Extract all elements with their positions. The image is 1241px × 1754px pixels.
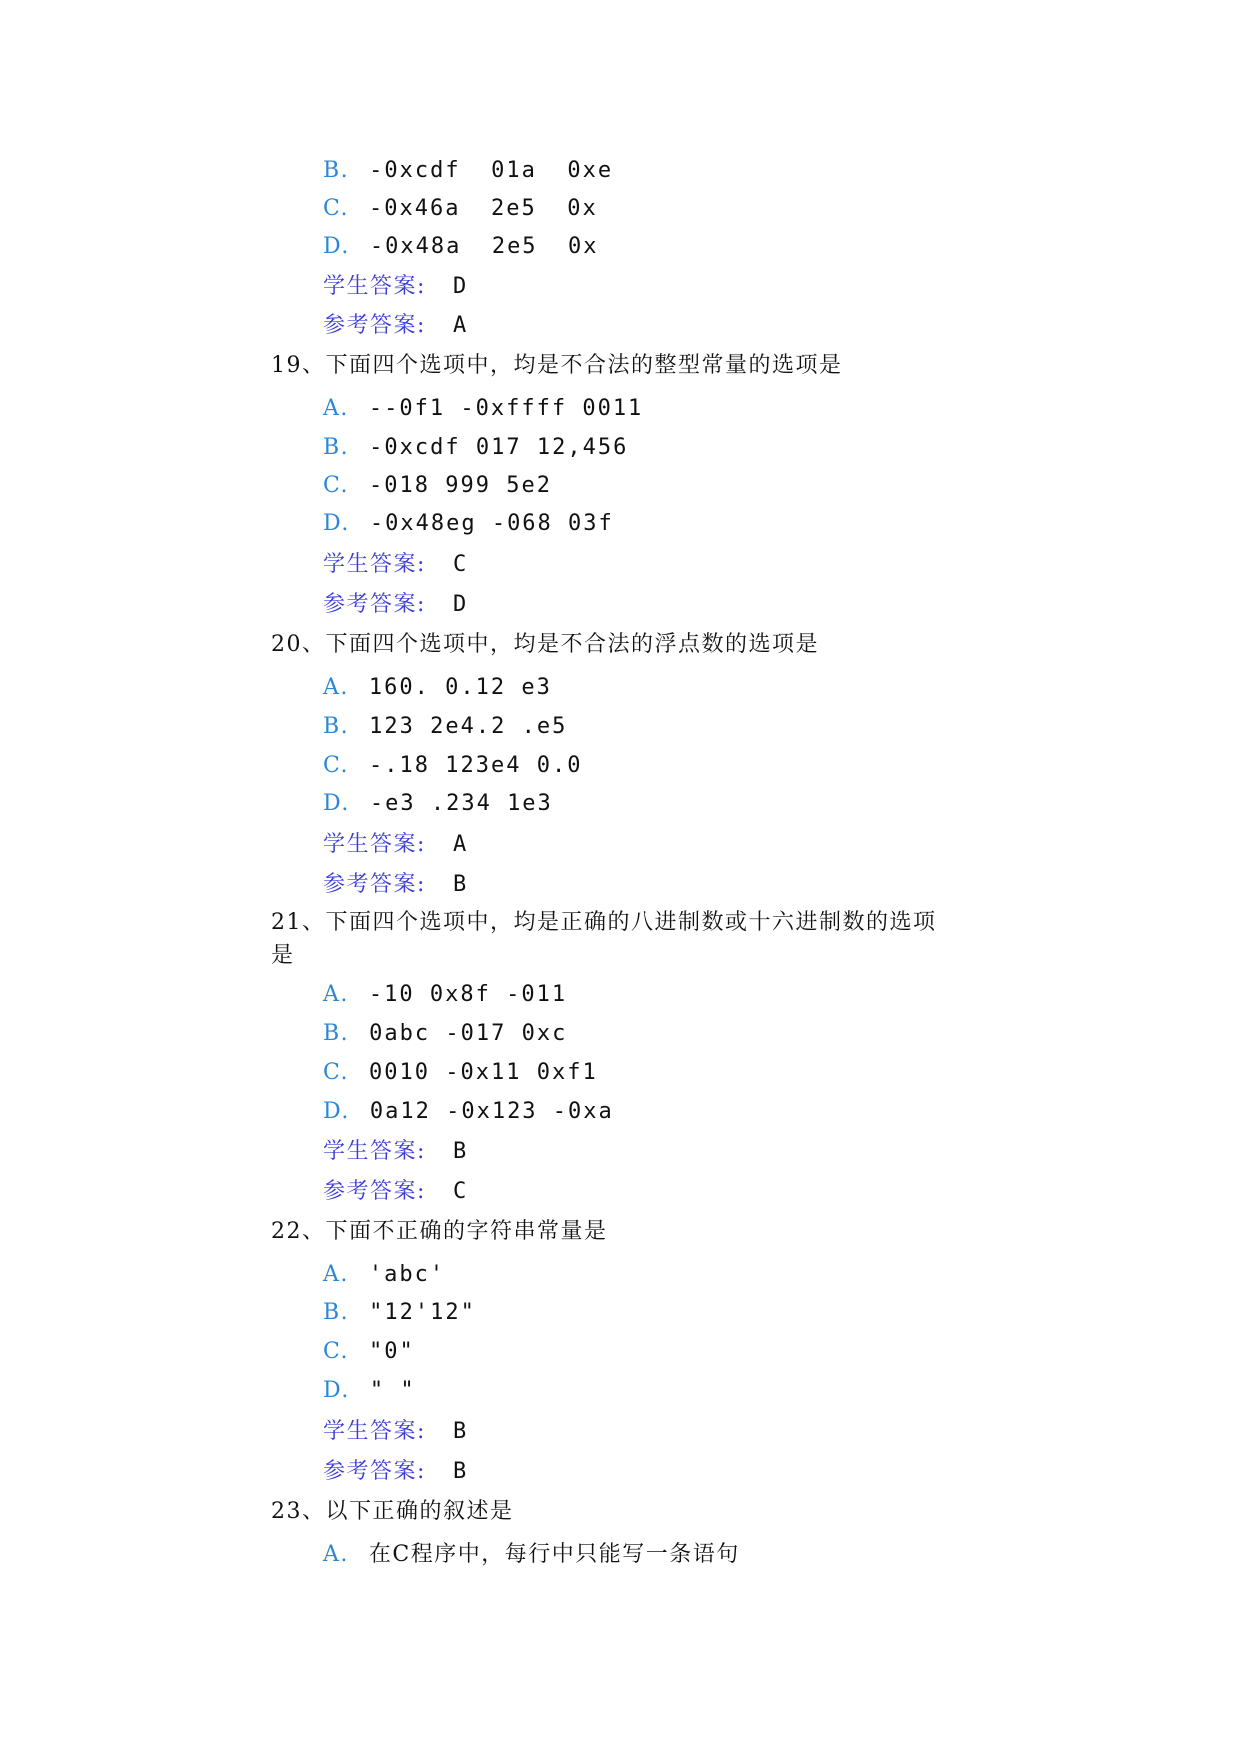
- option-q19-d: [323, 510, 614, 538]
- option-q22-d: [323, 1377, 416, 1405]
- question-23: [271, 1498, 514, 1526]
- option-q22-c: [323, 1338, 415, 1366]
- option-q21-b: [323, 1020, 567, 1048]
- option-text: 0abc -017 0xc: [369, 1021, 568, 1046]
- option-text: -0xcdf 017 12,456: [369, 435, 629, 460]
- option-letter: C.: [323, 1339, 350, 1364]
- student-answer-value: C: [453, 552, 469, 577]
- question-number: 19、: [271, 353, 326, 378]
- reference-answer-q18: [323, 312, 468, 340]
- option-q18-c: [323, 195, 598, 223]
- option-letter: C.: [323, 753, 350, 778]
- question-number: 21、: [271, 910, 326, 935]
- option-q18-d: [323, 233, 599, 261]
- question-21: [271, 909, 937, 937]
- reference-answer-label: 参考答案:: [323, 592, 426, 617]
- option-letter: A.: [323, 1262, 349, 1287]
- option-text: 在C程序中，每行中只能写一条语句: [368, 1542, 740, 1567]
- student-answer-q19: [323, 551, 468, 579]
- student-answer-label: 学生答案:: [323, 832, 426, 857]
- student-answer-value: A: [453, 832, 469, 857]
- student-answer-value: D: [453, 274, 469, 299]
- question-text: 下面四个选项中，均是不合法的整型常量的选项是: [325, 353, 843, 378]
- option-text: " ": [369, 1378, 416, 1403]
- student-answer-label: 学生答案:: [323, 274, 426, 299]
- reference-answer-label: 参考答案:: [323, 313, 426, 338]
- student-answer-label: 学生答案:: [323, 552, 426, 577]
- option-text: 160. 0.12 e3: [368, 675, 552, 700]
- reference-answer-q21: [323, 1178, 468, 1206]
- question-number: 20、: [271, 632, 326, 657]
- option-text: 123 2e4.2 .e5: [369, 714, 568, 739]
- option-letter: B.: [323, 1300, 350, 1325]
- question-text: 以下正确的叙述是: [325, 1499, 514, 1524]
- option-text: -e3 .234 1e3: [369, 791, 553, 816]
- option-letter: C.: [323, 196, 350, 221]
- option-letter: A.: [323, 1542, 349, 1567]
- option-letter: D.: [323, 791, 350, 816]
- option-letter: D.: [323, 234, 350, 259]
- option-text: 'abc': [368, 1262, 446, 1287]
- reference-answer-label: 参考答案:: [323, 872, 426, 897]
- reference-answer-value: C: [453, 1179, 469, 1204]
- option-text: "0": [369, 1339, 415, 1364]
- option-letter: C.: [323, 1060, 350, 1085]
- option-text: -0x48eg -068 03f: [369, 511, 614, 536]
- student-answer-q18: [323, 273, 468, 301]
- student-answer-label: 学生答案:: [323, 1419, 426, 1444]
- option-text: -0xcdf 01a 0xe: [369, 158, 614, 183]
- reference-answer-value: B: [453, 872, 469, 897]
- reference-answer-value: B: [453, 1459, 469, 1484]
- option-text: -018 999 5e2: [369, 473, 552, 498]
- option-letter: C.: [323, 473, 350, 498]
- student-answer-value: B: [453, 1139, 469, 1164]
- reference-answer-label: 参考答案:: [323, 1459, 426, 1484]
- student-answer-value: B: [453, 1419, 469, 1444]
- option-letter: D.: [323, 1099, 350, 1124]
- option-q21-c: [323, 1059, 598, 1087]
- option-q20-a: [323, 674, 552, 702]
- option-text: 0010 -0x11 0xf1: [369, 1060, 598, 1085]
- question-text: 下面四个选项中，均是正确的八进制数或十六进制数的选项: [325, 910, 937, 935]
- option-text: --0f1 -0xffff 0011: [368, 396, 644, 421]
- option-letter: B.: [323, 1021, 350, 1046]
- option-q19-b: [323, 434, 628, 462]
- option-q20-b: [323, 713, 567, 741]
- reference-answer-value: D: [453, 592, 469, 617]
- option-letter: A.: [323, 982, 349, 1007]
- option-q22-a: [323, 1261, 445, 1289]
- reference-answer-q19: [323, 591, 468, 619]
- question-20: [271, 631, 819, 659]
- question-number: 23、: [271, 1499, 326, 1524]
- option-letter: A.: [323, 675, 349, 700]
- option-q23-a: [323, 1541, 740, 1569]
- question-text: 下面不正确的字符串常量是: [325, 1219, 608, 1244]
- option-q21-a: [323, 981, 567, 1009]
- option-q22-b: [323, 1299, 476, 1327]
- option-q19-c: [323, 472, 552, 500]
- option-q20-c: [323, 752, 582, 780]
- student-answer-label: 学生答案:: [323, 1139, 426, 1164]
- question-number: 22、: [271, 1219, 326, 1244]
- reference-answer-q22: [323, 1458, 468, 1486]
- option-q18-b: [323, 157, 613, 185]
- option-text: -0x46a 2e5 0x: [369, 196, 598, 221]
- option-text: 0a12 -0x123 -0xa: [369, 1099, 614, 1124]
- reference-answer-value: A: [453, 313, 469, 338]
- question-19: [271, 352, 843, 380]
- option-text: "12'12": [369, 1300, 476, 1325]
- option-text: -10 0x8f -011: [368, 982, 568, 1007]
- student-answer-q21: [323, 1138, 468, 1166]
- reference-answer-label: 参考答案:: [323, 1179, 426, 1204]
- question-21-continuation: 是: [271, 943, 295, 968]
- option-letter: D.: [323, 1378, 350, 1403]
- student-answer-q20: [323, 831, 468, 859]
- option-text: -.18 123e4 0.0: [369, 753, 583, 778]
- reference-answer-q20: [323, 871, 468, 899]
- option-letter: A.: [323, 396, 349, 421]
- student-answer-q22: [323, 1418, 468, 1446]
- option-q19-a: [323, 395, 643, 423]
- option-q21-d: [323, 1098, 614, 1126]
- option-q20-d: [323, 790, 553, 818]
- option-letter: B.: [323, 714, 350, 739]
- option-text: -0x48a 2e5 0x: [369, 234, 599, 259]
- option-letter: B.: [323, 158, 350, 183]
- option-letter: B.: [323, 435, 350, 460]
- question-22: [271, 1218, 608, 1246]
- question-text: 下面四个选项中，均是不合法的浮点数的选项是: [325, 632, 820, 657]
- option-letter: D.: [323, 511, 350, 536]
